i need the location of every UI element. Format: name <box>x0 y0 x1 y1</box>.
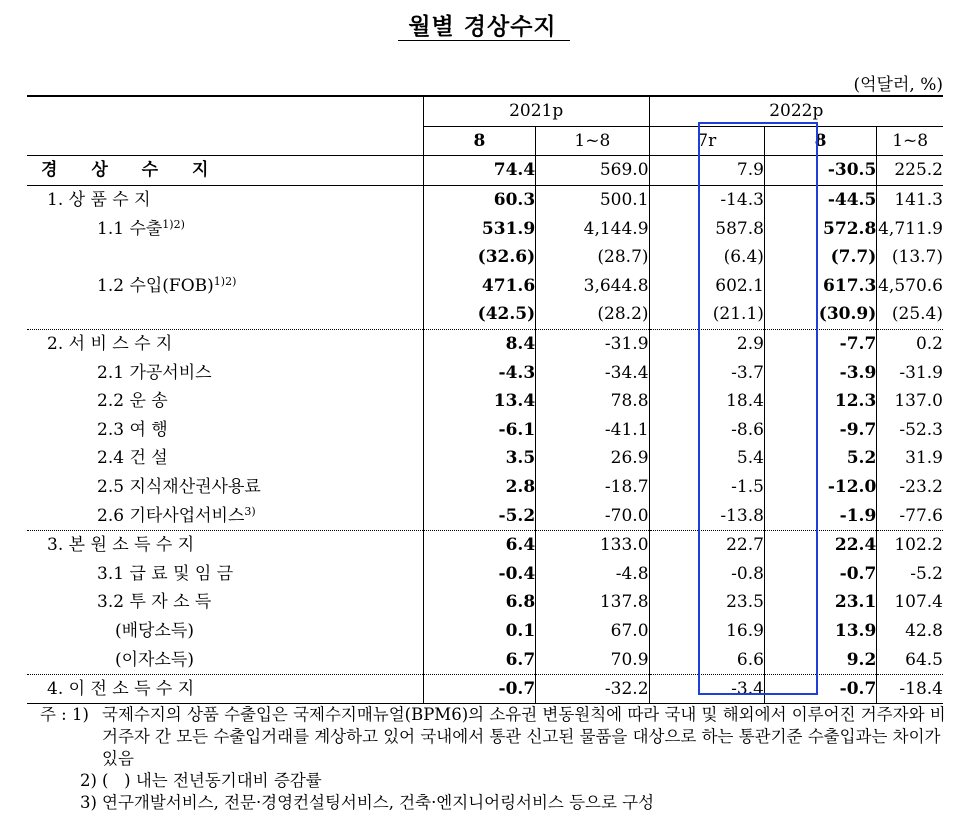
cell-value: 137.8 <box>536 588 649 617</box>
current-account-table <box>27 95 943 704</box>
cell-value: -3.4 <box>649 674 764 704</box>
cell-value: 7.9 <box>649 156 764 186</box>
table-row <box>27 387 943 416</box>
table-row <box>27 588 943 617</box>
cell-value: 107.4 <box>877 588 943 617</box>
cell-value: 22.7 <box>649 530 764 559</box>
cell-value: 8.4 <box>423 329 535 358</box>
cell-value: 18.4 <box>649 387 764 416</box>
footnotes <box>40 704 950 814</box>
cell-value: -6.1 <box>423 416 535 445</box>
cell-value: 587.8 <box>649 214 764 243</box>
row-label: 3. 본 원 소 득 수 지 <box>47 535 195 556</box>
col-header: 7r <box>649 126 764 156</box>
footnote-3-text: 연구개발서비스, 전문·경영컨설팅서비스, 건축·엔지니어링서비스 등으로 구성 <box>102 793 655 812</box>
cell-value: -44.5 <box>764 185 876 214</box>
table-body <box>27 156 943 704</box>
page-title: 월별 경상수지 <box>408 13 557 40</box>
table-row <box>27 473 943 502</box>
row-label: 경 상 수 지 <box>41 160 223 181</box>
cell-value: -18.7 <box>536 473 649 502</box>
cell-value: 141.3 <box>877 185 943 214</box>
cell-value: (6.4) <box>649 243 764 272</box>
cell-value: (25.4) <box>877 300 943 329</box>
row-label: 3.2 투 자 소 득 <box>97 592 212 613</box>
year-2022-header: 2022p <box>649 96 943 126</box>
table-row <box>27 617 943 646</box>
header-row-years <box>27 96 943 126</box>
cell-value: -34.4 <box>536 358 649 387</box>
header-row-months <box>27 126 943 156</box>
cell-value: 569.0 <box>536 156 649 186</box>
footnote-3-head: 3) <box>80 793 97 812</box>
cell-value: (28.7) <box>536 243 649 272</box>
cell-value: -0.8 <box>649 560 764 589</box>
title-underline <box>398 40 570 41</box>
cell-value: 22.4 <box>764 530 876 559</box>
cell-value: 16.9 <box>649 617 764 646</box>
cell-value: 102.2 <box>877 530 943 559</box>
cell-value: 3.5 <box>423 444 535 473</box>
cell-value: 13.4 <box>423 387 535 416</box>
table-row <box>27 560 943 589</box>
footnote-1-text: 국제수지의 상품 수출입은 국제수지매뉴얼(BPM6)의 소유권 변동원칙에 따라 국내 및 해외에서 이루어진 거주자와 비거주자 간 모든 수출입거래를 계상하고 있어 국내에서 통관 신고된 물품을 대상으로 하는 통관기준 수출입과는 차이가 있음 <box>102 705 946 768</box>
cell-value: 6.4 <box>423 530 535 559</box>
cell-value: -3.9 <box>764 358 876 387</box>
cell-value: 6.7 <box>423 645 535 674</box>
cell-value: 133.0 <box>536 530 649 559</box>
table-row <box>27 185 943 214</box>
cell-value: 9.2 <box>764 645 876 674</box>
cell-value: 3,644.8 <box>536 272 649 301</box>
table-row <box>27 329 943 358</box>
cell-value: 42.8 <box>877 617 943 646</box>
cell-value: 64.5 <box>877 645 943 674</box>
row-label: 3.1 급 료 및 임 금 <box>97 563 234 584</box>
table-row <box>27 358 943 387</box>
cell-value: -77.6 <box>877 501 943 530</box>
cell-value: (28.2) <box>536 300 649 329</box>
cell-value: -1.9 <box>764 501 876 530</box>
row-label: 1.2 수입(FOB) <box>97 275 214 296</box>
cell-value: 4,570.6 <box>877 272 943 301</box>
footnote-2-text: ( ) 내는 전년동기대비 증감률 <box>102 771 322 790</box>
row-label: 2.3 여 행 <box>97 419 168 440</box>
cell-value: 5.2 <box>764 444 876 473</box>
table-row <box>27 674 943 704</box>
cell-value: -14.3 <box>649 185 764 214</box>
row-label: 2.1 가공서비스 <box>97 362 212 383</box>
cell-value: -0.7 <box>423 674 535 704</box>
cell-value: -0.7 <box>764 674 876 704</box>
cell-value: -52.3 <box>877 416 943 445</box>
cell-value: 4,144.9 <box>536 214 649 243</box>
row-label: (이자소득) <box>115 649 194 670</box>
cell-value: -13.8 <box>649 501 764 530</box>
cell-value: 60.3 <box>423 185 535 214</box>
cell-value: (30.9) <box>764 300 876 329</box>
cell-value: -70.0 <box>536 501 649 530</box>
table-row <box>27 156 943 186</box>
cell-value: (32.6) <box>423 243 535 272</box>
cell-value: -9.7 <box>764 416 876 445</box>
table-row <box>27 645 943 674</box>
footnote-ref: 3) <box>244 504 256 518</box>
table-row <box>27 530 943 559</box>
cell-value: 4,711.9 <box>877 214 943 243</box>
row-label: 2.4 건 설 <box>97 448 168 469</box>
col-header: 1~8 <box>877 126 943 156</box>
row-label: 2.5 지식재산권사용료 <box>97 477 261 498</box>
cell-value: 500.1 <box>536 185 649 214</box>
footnote-ref: 1)2) <box>213 274 237 288</box>
cell-value: -3.7 <box>649 358 764 387</box>
cell-value: 2.9 <box>649 329 764 358</box>
cell-value: 67.0 <box>536 617 649 646</box>
cell-value: (21.1) <box>649 300 764 329</box>
cell-value: 225.2 <box>877 156 943 186</box>
row-label: (배당소득) <box>115 620 194 641</box>
cell-value: (42.5) <box>423 300 535 329</box>
cell-value: -8.6 <box>649 416 764 445</box>
footnote-2-head: 2) <box>80 771 97 790</box>
cell-value: -18.4 <box>877 674 943 704</box>
table-row <box>27 416 943 445</box>
cell-value: -4.3 <box>423 358 535 387</box>
cell-value: 12.3 <box>764 387 876 416</box>
cell-value: -5.2 <box>423 501 535 530</box>
cell-value: 602.1 <box>649 272 764 301</box>
row-label: 1. 상 품 수 지 <box>47 190 151 211</box>
footnote-2 <box>40 770 950 792</box>
cell-value: -31.9 <box>536 329 649 358</box>
cell-value: 23.1 <box>764 588 876 617</box>
cell-value: 137.0 <box>877 387 943 416</box>
row-label: 2. 서 비 스 수 지 <box>47 334 173 355</box>
footnote-ref: 1)2) <box>162 217 185 231</box>
cell-value: -4.8 <box>536 560 649 589</box>
cell-value: 13.9 <box>764 617 876 646</box>
row-label: 1.1 수출 <box>97 218 163 239</box>
cell-value: 2.8 <box>423 473 535 502</box>
cell-value: 6.6 <box>649 645 764 674</box>
cell-value: 471.6 <box>423 272 535 301</box>
cell-value: -0.4 <box>423 560 535 589</box>
row-label: 2.6 기타사업서비스 <box>97 505 245 526</box>
cell-value: (13.7) <box>877 243 943 272</box>
cell-value: 70.9 <box>536 645 649 674</box>
col-header: 8 <box>764 126 876 156</box>
row-label: 2.2 운 송 <box>97 391 168 412</box>
cell-value: -41.1 <box>536 416 649 445</box>
table-row <box>27 272 943 301</box>
cell-value: -12.0 <box>764 473 876 502</box>
cell-value: 26.9 <box>536 444 649 473</box>
cell-value: -30.5 <box>764 156 876 186</box>
cell-value: 531.9 <box>423 214 535 243</box>
footnote-1-head: 주 : 1) <box>40 705 89 724</box>
cell-value: -31.9 <box>877 358 943 387</box>
table-row <box>27 243 943 272</box>
cell-value: 0.2 <box>877 329 943 358</box>
col-header: 8 <box>423 126 535 156</box>
cell-value: -0.7 <box>764 560 876 589</box>
cell-value: -1.5 <box>649 473 764 502</box>
col-header: 1~8 <box>536 126 649 156</box>
cell-value: -7.7 <box>764 329 876 358</box>
table-row <box>27 444 943 473</box>
cell-value: 23.5 <box>649 588 764 617</box>
cell-value: 78.8 <box>536 387 649 416</box>
row-label: 4. 이 전 소 득 수 지 <box>47 679 195 700</box>
cell-value: -32.2 <box>536 674 649 704</box>
table-row <box>27 300 943 329</box>
footnote-3 <box>40 792 950 814</box>
cell-value: -5.2 <box>877 560 943 589</box>
footnote-1 <box>40 704 950 770</box>
cell-value: 31.9 <box>877 444 943 473</box>
cell-value: -23.2 <box>877 473 943 502</box>
table-row <box>27 214 943 243</box>
cell-value: 5.4 <box>649 444 764 473</box>
cell-value: (7.7) <box>764 243 876 272</box>
cell-value: 0.1 <box>423 617 535 646</box>
unit-label: (억달러, %) <box>853 75 943 95</box>
cell-value: 6.8 <box>423 588 535 617</box>
cell-value: 617.3 <box>764 272 876 301</box>
table-row <box>27 501 943 530</box>
cell-value: 572.8 <box>764 214 876 243</box>
cell-value: 74.4 <box>423 156 535 186</box>
year-2021-header: 2021p <box>423 96 649 126</box>
